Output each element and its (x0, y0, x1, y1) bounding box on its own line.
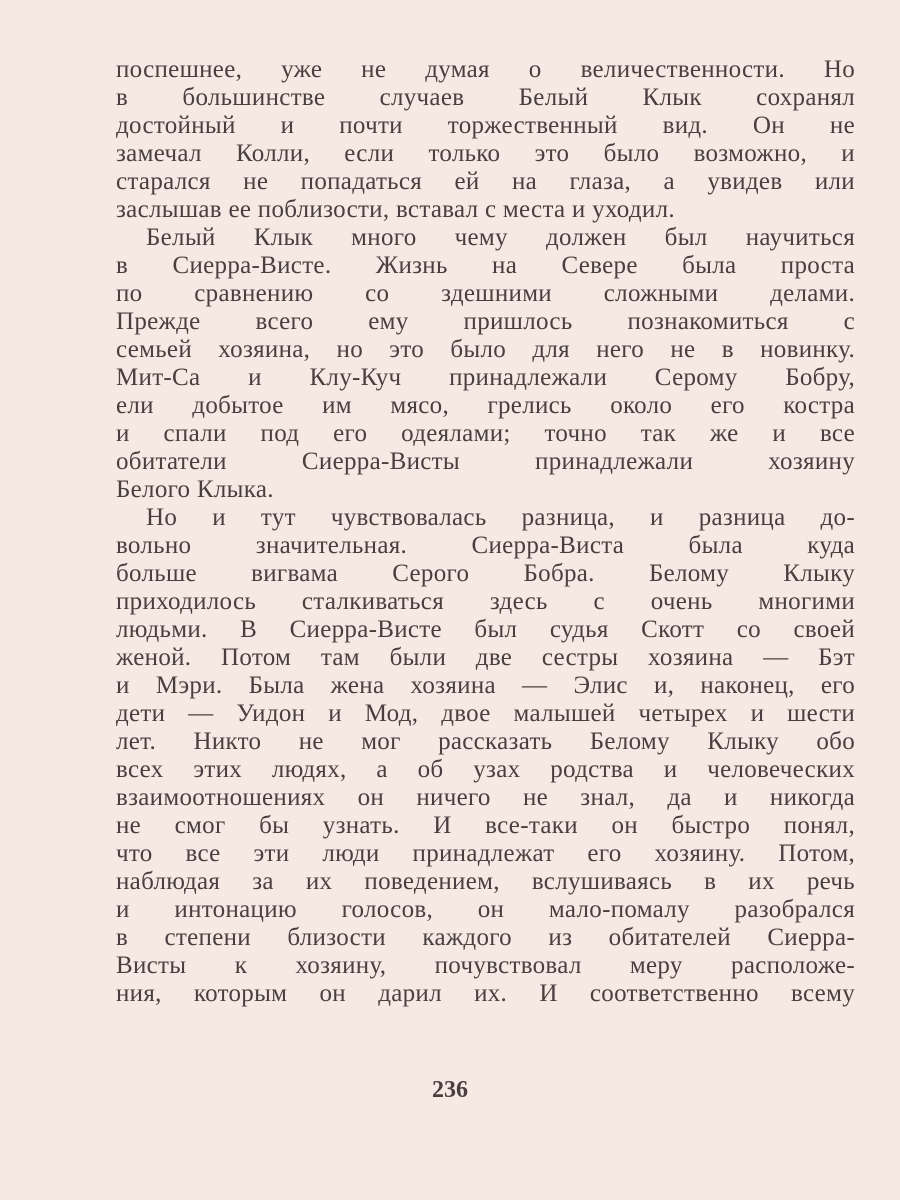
text-line: женой. Потом там были две сестры хозяина — Бэт (116, 644, 855, 671)
text-line: что все эти люди принадлежат его хозяину. Потом, (116, 840, 855, 867)
text-line: достойный и почти торжественный вид. Он не (116, 112, 855, 139)
text-line: приходилось сталкиваться здесь с очень многими (116, 588, 855, 615)
text-line: заслышав ее поблизости, вставал с места и уходил. (116, 196, 675, 223)
text-line: больше вигвама Серого Бобра. Белому Клыку (116, 560, 855, 587)
text-line: поспешнее, уже не думая о величественности. Но (116, 56, 855, 83)
text-line: по сравнению со здешними сложными делами. (116, 280, 855, 307)
text-line: Мит-Са и Клу-Куч принадлежали Серому Бобру, (116, 364, 855, 391)
text-line: обитатели Сиерра-Висты принадлежали хозяину (116, 448, 855, 475)
text-line: замечал Колли, если только это было возможно, и (116, 140, 855, 167)
text-line: дети — Уидон и Мод, двое малышей четырех и шести (116, 700, 855, 727)
text-line: лет. Никто не мог рассказать Белому Клыку обо (116, 728, 855, 755)
text-line: Белый Клык много чему должен был научиться (146, 224, 855, 251)
text-line: и интонацию голосов, он мало-помалу разобрался (116, 896, 855, 923)
page-number: 236 (432, 1077, 468, 1103)
paragraph (116, 224, 855, 504)
page-body (116, 56, 855, 1008)
text-line: людьми. В Сиерра-Висте был судья Скотт со своей (116, 616, 855, 643)
text-line: всех этих людях, а об узах родства и человеческих (116, 756, 855, 783)
text-line: и Мэри. Была жена хозяина — Элис и, наконец, его (116, 672, 855, 699)
text-line: не смог бы узнать. И все-таки он быстро понял, (116, 812, 855, 839)
text-line: в большинстве случаев Белый Клык сохранял (116, 84, 855, 111)
text-line: семьей хозяина, но это было для него не в новинку. (116, 336, 855, 363)
text-line: в степени близости каждого из обитателей Сиерра- (116, 924, 855, 951)
text-line: старался не попадаться ей на глаза, а увидев или (116, 168, 855, 195)
text-line: наблюдая за их поведением, вслушиваясь в их речь (116, 868, 855, 895)
text-line: Прежде всего ему пришлось познакомиться с (116, 308, 855, 335)
text-line: взаимоотношениях он ничего не знал, да и никогда (116, 784, 855, 811)
text-line: вольно значительная. Сиерра-Виста была куда (116, 532, 855, 559)
text-line: в Сиерра-Висте. Жизнь на Севере была проста (116, 252, 855, 279)
text-line: ели добытое им мясо, грелись около его костра (116, 392, 855, 419)
paragraph (116, 504, 855, 1008)
text-line: и спали под его одеялами; точно так же и все (116, 420, 855, 447)
text-line: Белого Клыка. (116, 476, 274, 503)
paragraph (116, 56, 855, 224)
text-line: ния, которым он дарил их. И соответственно всему (116, 980, 855, 1007)
text-line: Но и тут чувствовалась разница, и разница до- (146, 504, 855, 531)
text-line: Висты к хозяину, почувствовал меру расположе- (116, 952, 855, 979)
